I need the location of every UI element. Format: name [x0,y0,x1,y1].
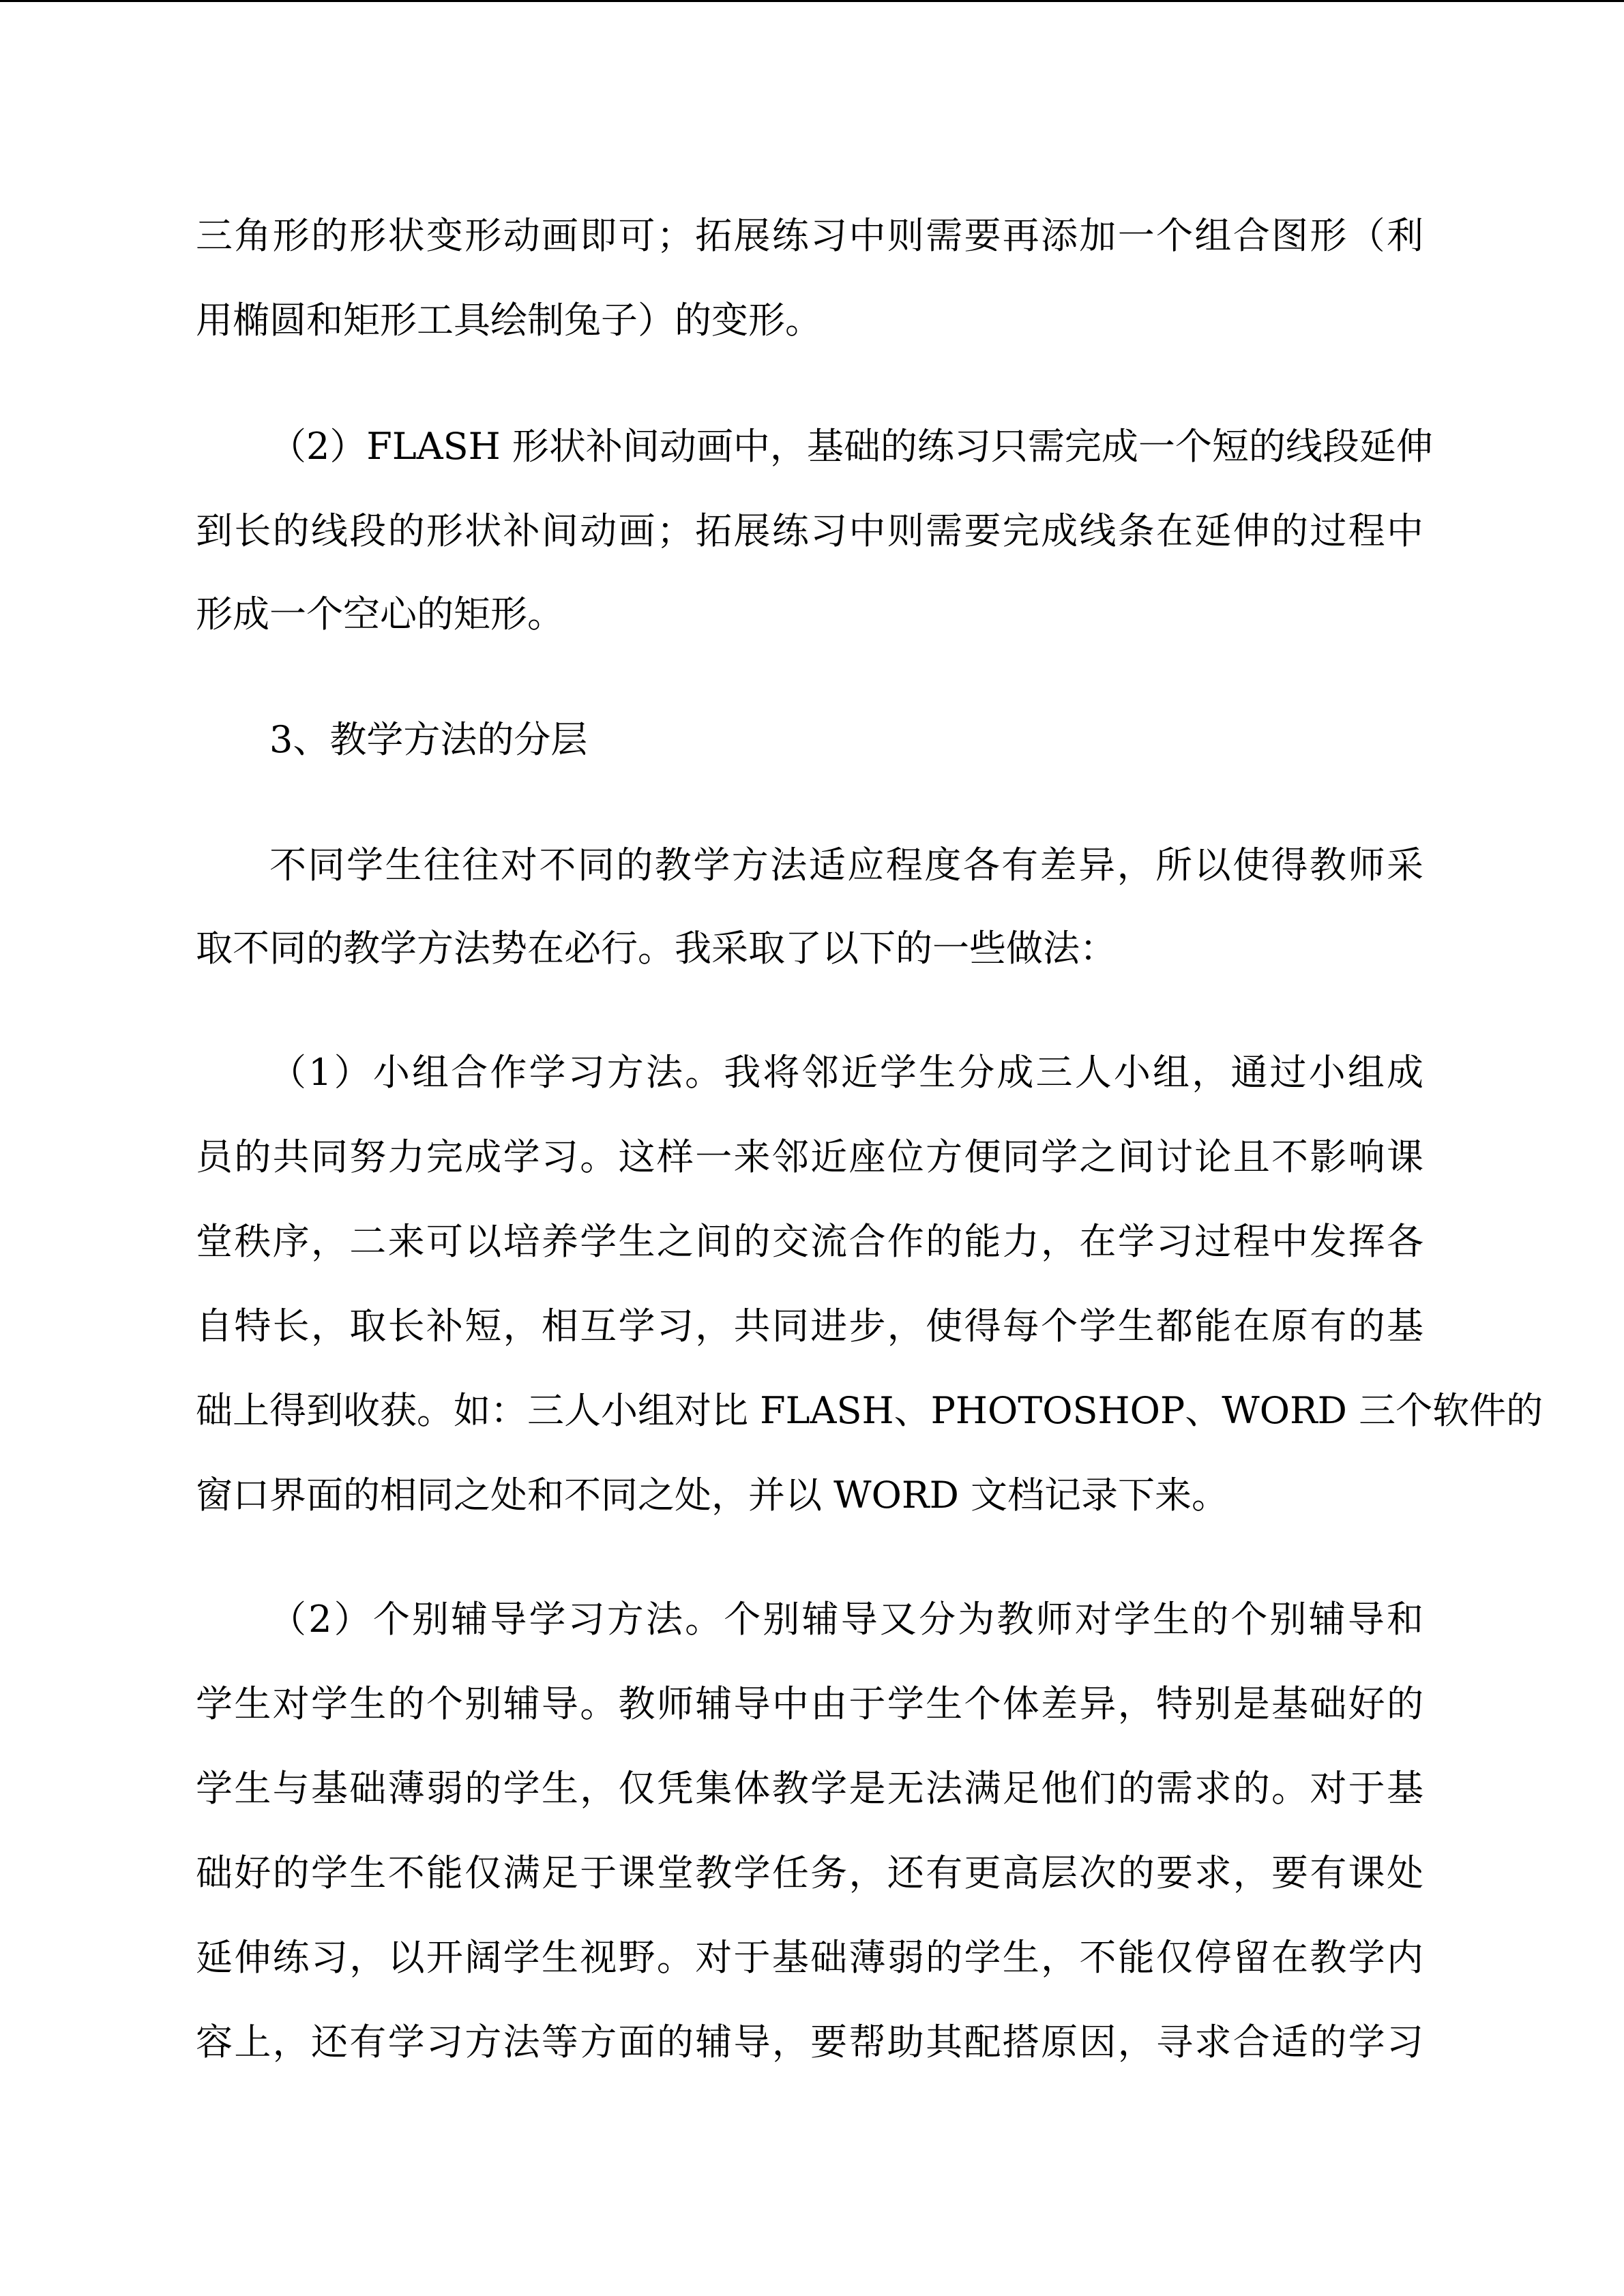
paragraph-1-line-2: 用椭圆和矩形工具绘制兔子）的变形。 [196,299,822,342]
paragraph-4-line-2: 取不同的教学方法势在必行。我采取了以下的一些做法： [196,927,1117,970]
paragraph-6-line-6: 容上，还有学习方法等方面的辅导，要帮助其配搭原因，寻求合适的学习 [196,2021,1423,2063]
paragraph-5-line-5: 础上得到收获。如：三人小组对比 FLASH、PHOTOSHOP、WORD 三个软件的 [196,1389,1544,1432]
paragraph-6-line-4: 础好的学生不能仅满足于课堂教学任务，还有更高层次的要求，要有课处 [196,1851,1423,1894]
paragraph-6-line-5: 延伸练习，以开阔学生视野。对于基础薄弱的学生，不能仅停留在教学内 [196,1936,1423,1979]
paragraph-5-line-4: 自特长，取长补短，相互学习，共同进步，使得每个学生都能在原有的基 [196,1304,1423,1347]
paragraph-5-line-1: （1）小组合作学习方法。我将邻近学生分成三人小组，通过小组成 [269,1051,1423,1094]
paragraph-5-line-3: 堂秩序，二来可以培养学生之间的交流合作的能力，在学习过程中发挥各 [196,1220,1423,1263]
paragraph-6-line-1: （2）个别辅导学习方法。个别辅导又分为教师对学生的个别辅导和 [269,1598,1423,1641]
paragraph-2-line-1: （2）FLASH 形状补间动画中，基础的练习只需完成一个短的线段延伸 [269,425,1433,468]
paragraph-5-line-6: 窗口界面的相同之处和不同之处，并以 WORD 文档记录下来。 [196,1474,1229,1517]
paragraph-5-line-2: 员的共同努力完成学习。这样一来邻近座位方便同学之间讨论且不影响课 [196,1135,1423,1178]
paragraph-4-line-1: 不同学生往往对不同的教学方法适应程度各有差异，所以使得教师采 [269,844,1423,886]
paragraph-2-line-2: 到长的线段的形状补间动画；拓展练习中则需要完成线条在延伸的过程中 [196,509,1423,552]
page-top-border [0,0,1624,2]
section-heading: 3、教学方法的分层 [269,718,588,761]
paragraph-1-line-1: 三角形的形状变形动画即可；拓展练习中则需要再添加一个组合图形（利 [196,214,1423,257]
paragraph-6-line-2: 学生对学生的个别辅导。教师辅导中由于学生个体差异，特别是基础好的 [196,1682,1423,1725]
paragraph-2-line-3: 形成一个空心的矩形。 [196,593,564,636]
paragraph-6-line-3: 学生与基础薄弱的学生，仅凭集体教学是无法满足他们的需求的。对于基 [196,1767,1423,1810]
